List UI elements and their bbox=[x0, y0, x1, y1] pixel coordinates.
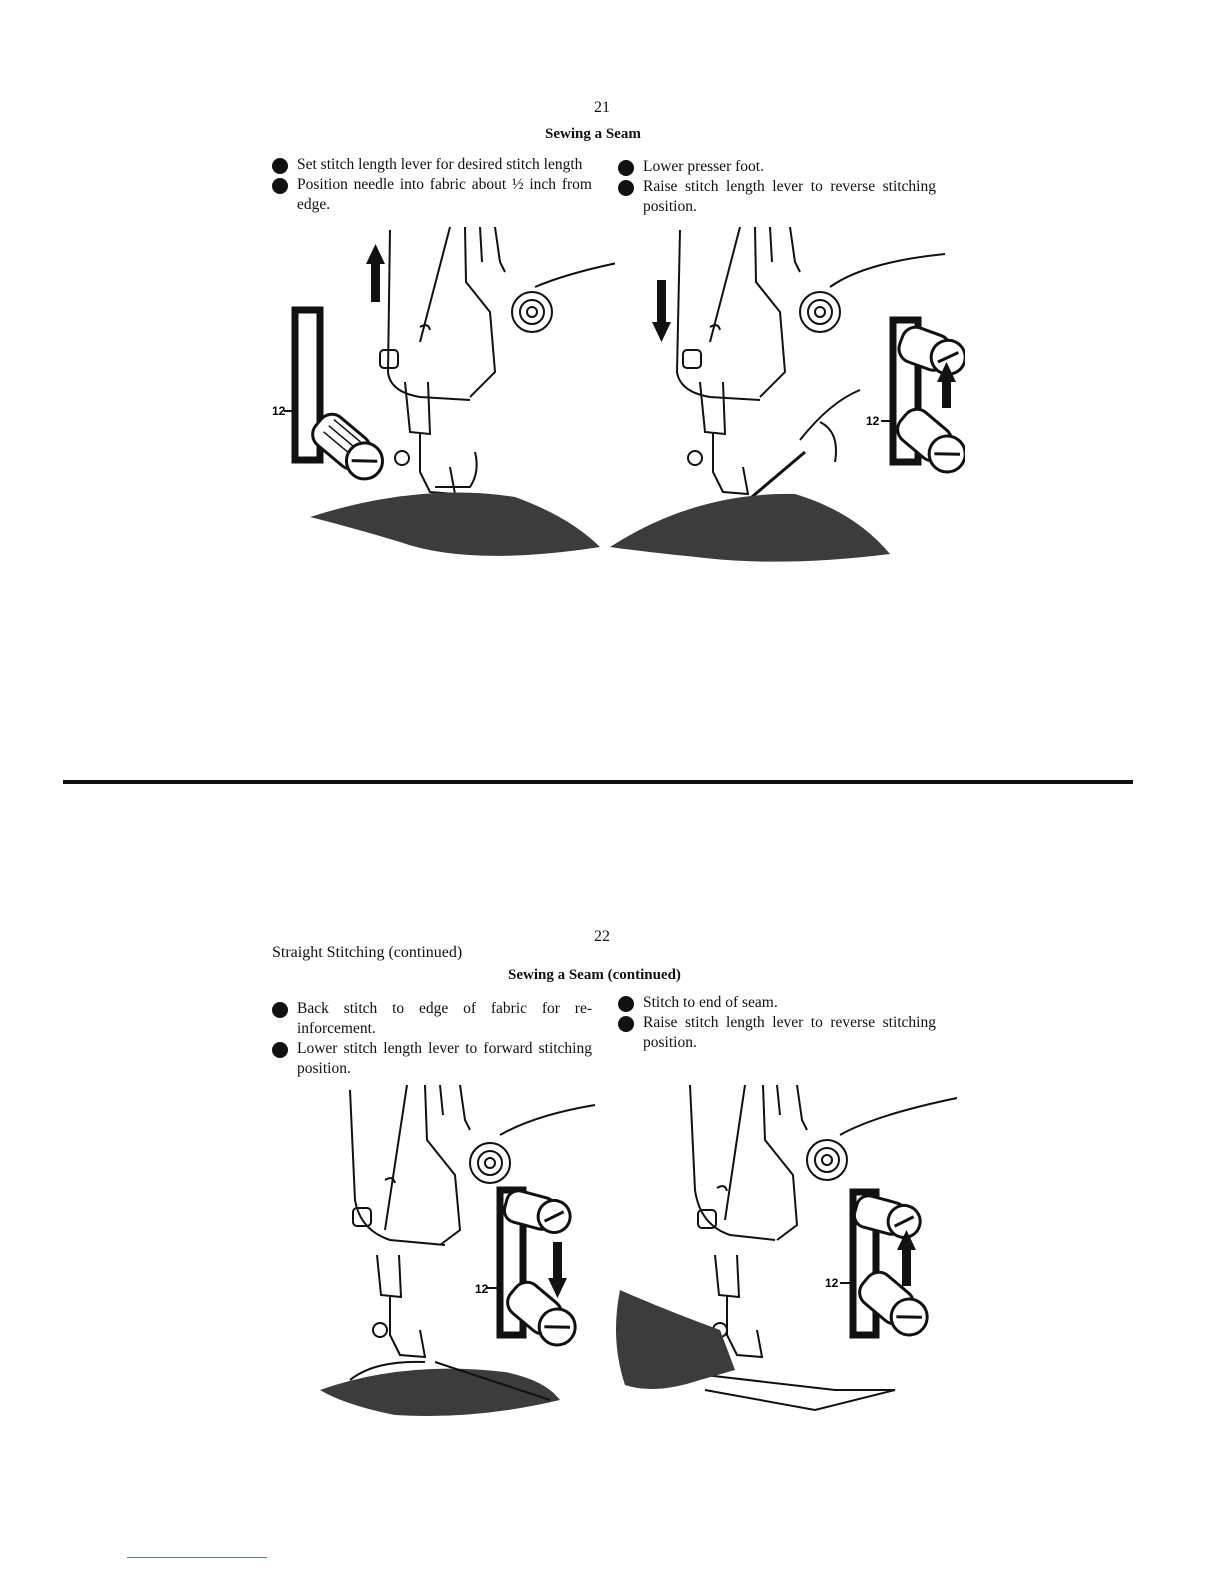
instructions-left-p22 bbox=[272, 999, 592, 1079]
instruction-item: Set stitch length lever for desired stitch length bbox=[272, 155, 592, 175]
instruction-item: Position needle into fabric about ½ inch from edge. bbox=[272, 175, 592, 215]
heading-sewing-a-seam-continued: Sewing a Seam (continued) bbox=[508, 967, 681, 983]
footer-rule bbox=[127, 1557, 267, 1558]
sewing-machine-illustration-reverse-lever bbox=[605, 222, 965, 572]
figure-label-12: 12 bbox=[475, 1282, 489, 1296]
page-number-22: 22 bbox=[594, 928, 610, 945]
instruction-item: Lower presser foot. bbox=[618, 157, 936, 177]
page-number-21: 21 bbox=[594, 99, 610, 116]
instruction-item: Raise stitch length lever to reverse stitching position. bbox=[618, 177, 936, 217]
sewing-machine-illustration-back-stitch bbox=[315, 1080, 605, 1425]
instruction-item: Stitch to end of seam. bbox=[618, 993, 936, 1013]
sewing-machine-illustration-needle-position bbox=[270, 222, 615, 572]
section-title: Straight Stitching (continued) bbox=[272, 944, 463, 961]
figure-label-12: 12 bbox=[272, 404, 286, 418]
instructions-left-p21 bbox=[272, 155, 592, 215]
instruction-item: Lower stitch length lever to forward stitching position. bbox=[272, 1039, 592, 1079]
instructions-right-p21 bbox=[618, 157, 936, 217]
heading-sewing-a-seam: Sewing a Seam bbox=[545, 126, 641, 142]
instruction-item: Raise stitch length lever to reverse stitching position. bbox=[618, 1013, 936, 1053]
figure-label-12: 12 bbox=[866, 414, 880, 428]
page-divider bbox=[63, 780, 1133, 784]
instructions-right-p22 bbox=[618, 993, 936, 1053]
sewing-machine-illustration-end-of-seam bbox=[605, 1080, 965, 1425]
instruction-item: Back stitch to edge of fabric for re-inforcement. bbox=[272, 999, 592, 1039]
figure-label-12: 12 bbox=[825, 1276, 839, 1290]
